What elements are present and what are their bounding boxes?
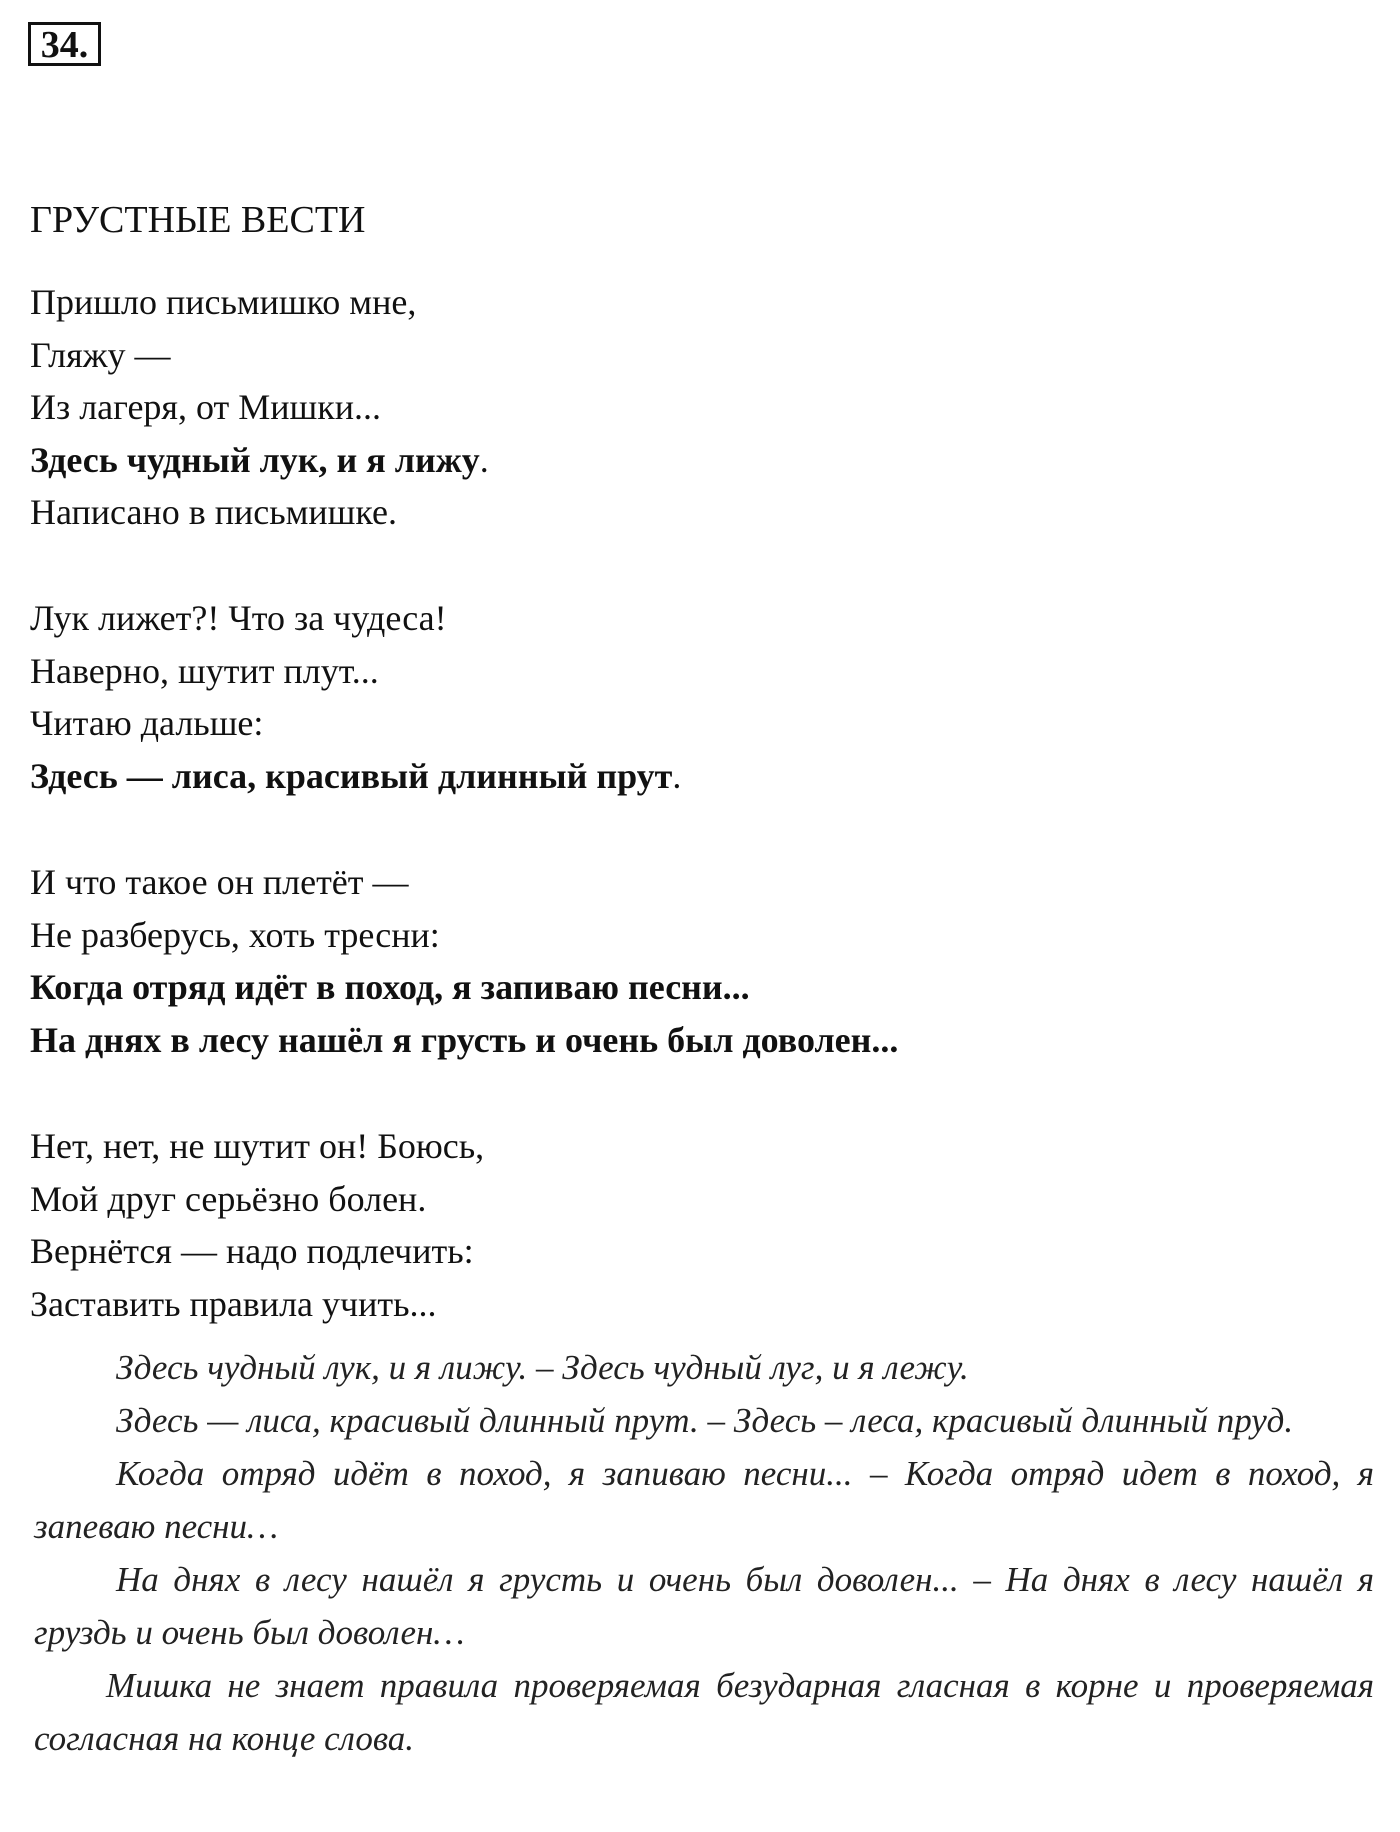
poem-line: Нет, нет, не шутит он! Боюсь, <box>30 1126 485 1166</box>
answer-paragraph: Когда отряд идёт в поход, я запиваю песни... – Когда отряд идет в поход, я запеваю песни… <box>34 1454 1374 1546</box>
poem-line: Пришло письмишко мне, <box>30 282 417 322</box>
poem-line: Мой друг серьёзно болен. <box>30 1178 427 1219</box>
poem-line: Гляжу — <box>30 334 171 375</box>
answer-section <box>34 1341 1374 1765</box>
answer-conclusion: Мишка не знает правила проверяемая безударная гласная в корне и проверяемая согласная на конце слова. <box>34 1666 1374 1758</box>
poem-stanza <box>30 592 681 802</box>
poem-line: И что такое он плетёт — <box>30 862 409 902</box>
poem-line: Заставить правила учить... <box>30 1283 437 1324</box>
poem-line: Написано в письмишке. <box>30 492 397 533</box>
poem-line-bold: Здесь чудный лук, и я лижу. <box>30 439 489 480</box>
exercise-number-badge: 34. <box>28 22 101 66</box>
poem-stanza <box>30 856 898 1066</box>
answer-paragraph: Здесь — лиса, красивый длинный прут. – Здесь – леса, красивый длинный пруд. <box>116 1401 1294 1440</box>
poem-line: Лук лижет?! Что за чудеса! <box>30 598 447 638</box>
poem-title: ГРУСТНЫЕ ВЕСТИ <box>30 199 366 241</box>
poem-line: Наверно, шутит плут... <box>30 650 379 691</box>
poem-stanza <box>30 276 489 539</box>
poem-stanza <box>30 1120 484 1330</box>
answer-paragraph: Здесь чудный лук, и я лижу. – Здесь чудный луг, и я лежу. <box>116 1348 969 1387</box>
poem-line-bold: Здесь — лиса, красивый длинный прут. <box>30 755 682 796</box>
poem-line: Из лагеря, от Мишки... <box>30 387 381 428</box>
poem-line: Вернётся — надо подлечить: <box>30 1231 474 1272</box>
answer-paragraph: На днях в лесу нашёл я грусть и очень был доволен... – На днях в лесу нашёл я груздь и очень был доволен… <box>34 1560 1374 1652</box>
poem-line: Читаю дальше: <box>30 703 264 744</box>
poem-line-bold: Когда отряд идёт в поход, я запиваю песни... <box>30 967 750 1008</box>
poem-line-bold: На днях в лесу нашёл я грусть и очень был доволен... <box>30 1019 899 1060</box>
poem-line: Не разберусь, хоть тресни: <box>30 914 440 955</box>
